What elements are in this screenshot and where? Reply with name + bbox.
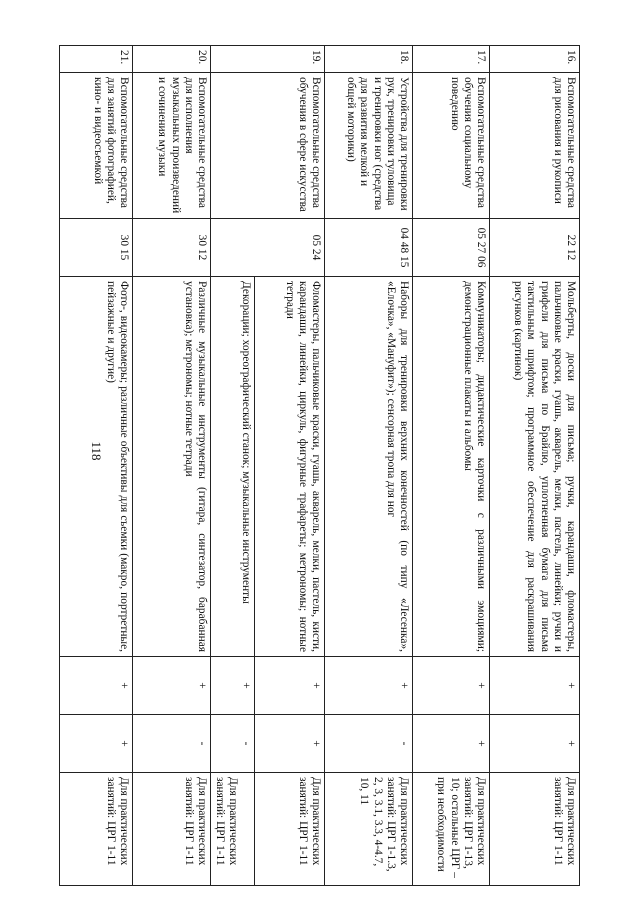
mark-cell: - [325,715,413,773]
item-name: Устройства для тренировки рук, тренировки туловища и тренировки ног (средства для развития мелкой и общей моторики) [325,73,413,219]
mark-cell: + [255,715,325,773]
row-number: 18. [325,46,413,73]
item-description: Фото-, видеокамеры; различные объективы для съемки (макро, портретные, пейзажные и другие) [60,277,133,657]
row-number: 19. [211,46,325,73]
item-code: 05 27 06 [413,219,490,277]
mark-cell: - [133,715,211,773]
item-description: Коммуникаторы; дидактические карточки с различными эмоциями; демонстрационные плакаты и альбомы [413,277,490,657]
table-row [133,46,211,886]
mark-cell: + [490,715,580,773]
item-code: 04 48 15 [325,219,413,277]
note-cell: Для практических занятий: ЦРГ 1-11 [211,773,255,886]
equipment-table [59,45,580,886]
table-row [490,46,580,886]
mark-cell: + [60,657,133,715]
item-name: Вспомогательные средства обучения в сфере искусства [211,73,325,219]
note-cell: Для практических занятий: ЦРГ 1-11 [255,773,325,886]
item-code: 22 12 [490,219,580,277]
note-cell: Для практических занятий: ЦРГ 1-13, 10; остальные ЦРГ – при необходимости [413,773,490,886]
rotated-table-container [60,45,580,885]
item-name: Вспомогательные средства для исполнения музыкальных произведений и сочинения музыки [133,73,211,219]
row-number: 20. [133,46,211,73]
mark-cell: + [325,657,413,715]
page-number: 118 [89,441,104,461]
item-code: 30 12 [133,219,211,277]
item-description: Фломастеры, пальчиковые краски, гуашь, акварель, мелки, пастель, кисти, карандаши, линейки, циркуль, фигурные трафареты; метрономы; нотные тетради [255,277,325,657]
item-name: Вспомогательные средства для занятий фотографией, кино- и видеосъемкой [60,73,133,219]
item-name: Вспомогательные средства для рисования и рукописи [490,73,580,219]
mark-cell: - [211,715,255,773]
table-row [60,46,133,886]
note-cell: Для практических занятий: ЦРГ 1-11 [60,773,133,886]
note-cell: Для практических занятий: ЦРГ 1-1.3, 2, 3, 3.1, 3.3, 4-4.7, 10, 11 [325,773,413,886]
mark-cell: + [413,657,490,715]
item-description: Мольберты, доски для письма; ручки, карандаши, фломастеры, пальчиковые краски, гуашь, акварель, мелки, пастель, линейки; ручки и грифели для письма по Брайлю, уплотненная бумага для письма тактильным шрифтом; программное обеспечение для раскрашивания рисунков (картинок) [490,277,580,657]
mark-cell: + [255,657,325,715]
item-description: Декорации; хореографический станок; музыкальные инструменты [211,277,255,657]
table-row [255,46,325,886]
row-number: 16. [490,46,580,73]
item-code: 30 15 [60,219,133,277]
item-description: Наборы для тренировки верхних конечностей (по типу «Лесенка», «Елочка», «Мануфит»); сенсорная тропа для ног [325,277,413,657]
mark-cell: + [60,715,133,773]
table-row [413,46,490,886]
mark-cell: + [490,657,580,715]
item-code: 05 24 [211,219,325,277]
table-row [325,46,413,886]
note-cell: Для практических занятий: ЦРГ 1-11 [133,773,211,886]
item-name: Вспомогательные средства обучения социальному поведению [413,73,490,219]
mark-cell: + [133,657,211,715]
item-description: Различные музыкальные инструменты (гитара, синтезатор, барабанная установка); метрономы; нотные тетради [133,277,211,657]
row-number: 17. [413,46,490,73]
mark-cell: + [413,715,490,773]
note-cell: Для практических занятий: ЦРГ 1-11 [490,773,580,886]
mark-cell: + [211,657,255,715]
row-number: 21. [60,46,133,73]
